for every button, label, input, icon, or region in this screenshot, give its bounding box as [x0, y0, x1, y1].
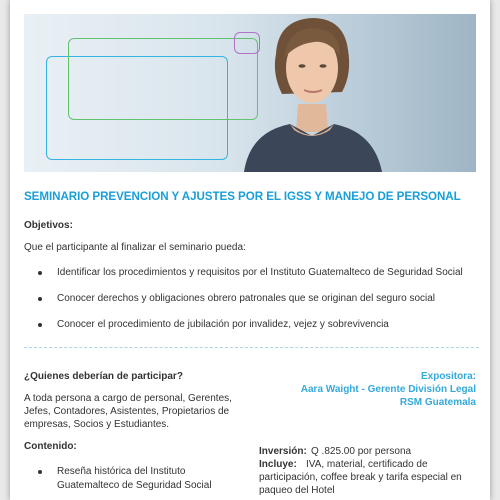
bullet-icon [38, 271, 42, 275]
header-image [24, 14, 476, 172]
participants-line: Jefes, Contadores, Asistentes, Propietarios de [24, 406, 230, 417]
includes-text: IVA, material, certificado de [306, 459, 428, 470]
speaker-heading: Expositora: [420, 371, 476, 382]
bullet-icon [38, 297, 42, 301]
woman-portrait-photo [230, 14, 390, 172]
content-item: Guatemalteco de Seguridad Social [57, 480, 212, 491]
objective-item: Conocer derechos y obligaciones obrero patronales que se originan del seguro social [57, 293, 436, 304]
participants-line: A toda persona a cargo de personal, Gerentes, [24, 393, 232, 404]
objectives-intro: Que el participante al finalizar el seminario pueda: [24, 242, 246, 253]
bullet-icon [38, 470, 42, 474]
speaker-name: Aara Waight - Gerente División Legal [300, 384, 476, 395]
investment-label: Inversión: [259, 446, 307, 457]
objective-item: Identificar los procedimientos y requisitos por el Instituto Guatemalteco de Seguridad Social [57, 267, 463, 278]
flyer-page [10, 0, 490, 500]
content-item: Reseña histórica del Instituto [57, 466, 186, 477]
section-divider [24, 347, 479, 348]
bullet-icon [38, 323, 42, 327]
includes-text: participación, coffee break y tarifa especial en [259, 472, 462, 483]
includes-label: Incluye: [259, 459, 297, 470]
participants-heading: ¿Quienes deberían de participar? [24, 371, 183, 382]
objectives-heading: Objetivos: [24, 220, 73, 231]
speaker-company: RSM Guatemala [399, 397, 476, 408]
content-heading: Contenido: [24, 441, 77, 452]
investment-value: Q .825.00 por persona [311, 446, 412, 457]
participants-line: empresas, Socios y Estudiantes. [24, 419, 170, 430]
objective-item: Conocer el procedimiento de jubilación por invalidez, vejez y sobrevivencia [57, 319, 389, 330]
includes-text: paqueo del Hotel [259, 485, 335, 496]
seminar-title: SEMINARIO PREVENCION Y AJUSTES POR EL IGSS Y MANEJO DE PERSONAL [24, 190, 461, 203]
